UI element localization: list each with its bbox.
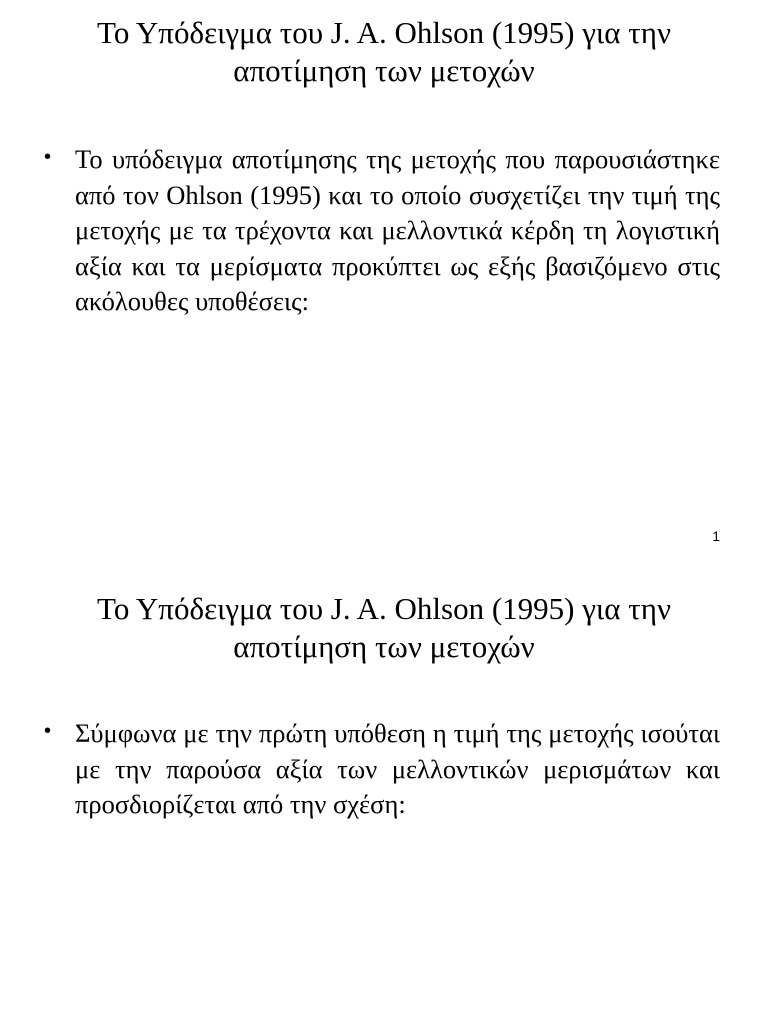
slide-title (40, 14, 728, 90)
slide-2 (0, 575, 768, 1024)
slide-title (40, 590, 728, 666)
bullet-text: Σύμφωνα με την πρώτη υπόθεση η τιμή της μετοχής ισούται με την παρούσα αξία των μελλοντικών μερισμάτων και προσδιορίζεται από την σχέση: (75, 718, 720, 819)
bullet-icon: • (44, 146, 52, 168)
page-number: 1 (712, 528, 720, 544)
bullet-item (44, 142, 720, 320)
title-line-2: αποτίμηση των μετοχών (233, 629, 535, 664)
bullet-text: Το υπόδειγμα αποτίμησης της μετοχής που παρουσιάστηκε από τον Ohlson (1995) και το οποίο συσχετίζει την τιμή της μετοχής με τα τρέχοντα και μελλοντικά κέρδη τη λογιστική αξία και τα μερίσματα προκύπτει ως εξής βασιζόμενο στις ακόλουθες υποθέσεις: (75, 144, 720, 316)
title-line-1: Το Υπόδειγμα του J. A. Ohlson (1995) για την (97, 591, 671, 626)
title-line-2: αποτίμηση των μετοχών (233, 53, 535, 88)
bullet-icon: • (44, 720, 52, 742)
bullet-item (44, 716, 720, 823)
title-line-1: Το Υπόδειγμα του J. A. Ohlson (1995) για την (97, 15, 671, 50)
